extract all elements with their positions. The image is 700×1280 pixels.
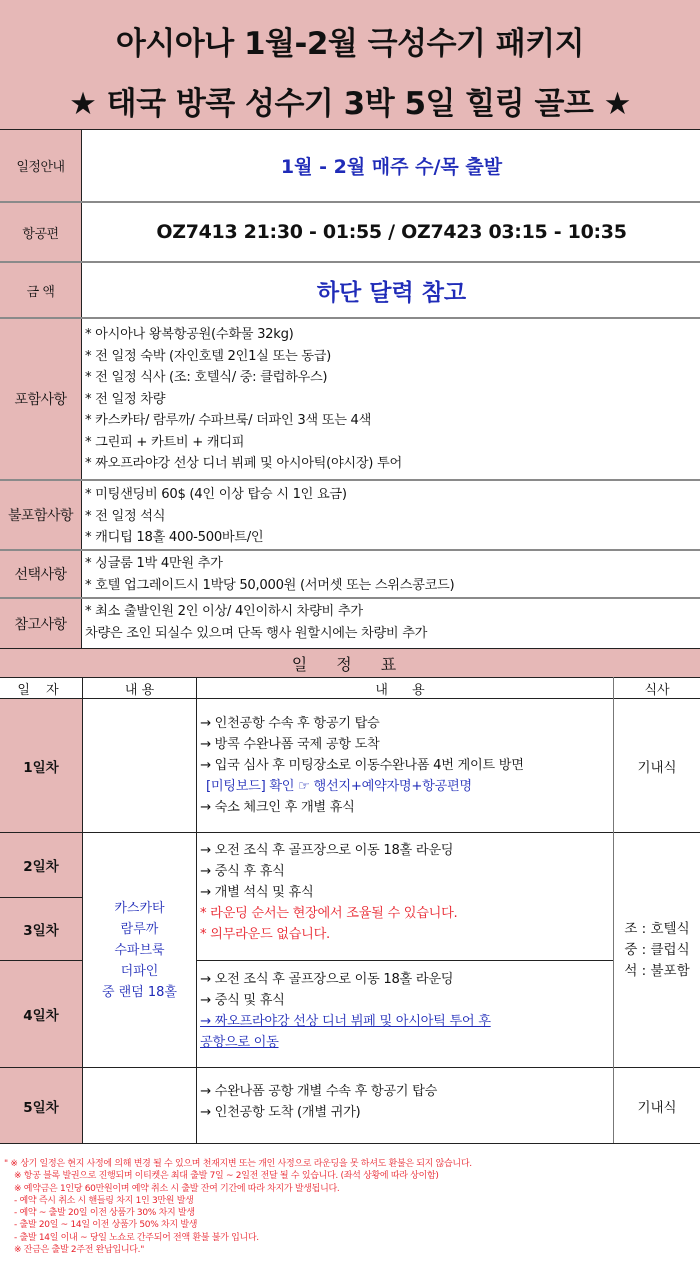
footnote: - 출발 14일 이내 ~ 당일 노쇼로 간주되어 전액 환불 불가 입니다.: [14, 1232, 259, 1243]
footnotes: [0, 1143, 700, 1280]
day-label-2: 2일차: [0, 832, 82, 897]
content-line: → 중식 후 휴식: [200, 864, 285, 879]
content-line: → 오전 조식 후 골프장으로 이동 18홀 라운딩: [200, 843, 454, 858]
footnote: ※ 잔금은 출발 2주전 완납입니다.": [14, 1245, 145, 1256]
content-line: → 중식 및 휴식: [200, 993, 285, 1008]
itinerary-title: 일 정 표: [0, 648, 700, 677]
included-item: * 전 일정 차량: [85, 391, 166, 407]
optional-item: * 호텔 업그레이드시 1박당 50,000원 (서머셋 또는 스위스콩코드): [85, 577, 455, 593]
notes-item: * 최소 출발인원 2인 이상/ 4인이하시 차량비 추가: [85, 604, 363, 619]
optional-item: * 싱글룸 1박 4만원 추가: [85, 556, 223, 571]
meal-item: 석 : 불포함: [624, 962, 690, 979]
notes-label: 참고사항: [0, 599, 82, 648]
footnote: " ※ 상기 일정은 현지 사정에 의해 변경 될 수 있으며 천재지변 또는 개인 사정으로 라운딩을 못 하셔도 환불은 되지 않습니다.: [4, 1159, 472, 1169]
info-row-schedule: [0, 130, 700, 203]
footnote: ※ 예약금은 1인당 60만원이며 예약 취소 시 출발 잔여 기간에 따라 차지가 발생됩니다.: [14, 1183, 340, 1194]
footnote: ※ 항공 블록 발권으로 진행되며 이티켓은 최대 출발 7일 ~ 2일전 전달 될 수 있습니다. (좌석 상황에 따라 상이함): [14, 1171, 439, 1182]
page-header: [0, 0, 700, 130]
schedule-value: 1월 - 2월 매주 수/목 출발: [280, 156, 503, 178]
optional-label: 선택사항: [0, 551, 82, 597]
round-cell-day5: [83, 1067, 196, 1143]
content-line: → 오전 조식 후 골프장으로 이동 18홀 라운딩: [200, 972, 454, 987]
title-line-2: ★ 태국 방콕 성수기 3박 5일 힐링 골프 ★: [69, 86, 631, 122]
round-cell-day1: [83, 698, 196, 832]
optional-list: [83, 551, 700, 597]
round-course: 더파인: [120, 963, 159, 979]
meal-item: 조 : 호텔식: [624, 920, 690, 937]
footnote: - 예약 ~ 출발 20일 이전 상품가 30% 차지 발생: [14, 1208, 195, 1219]
included-item: * 카스카타/ 람루까/ 수파브룩/ 더파인 3색 또는 4색: [85, 413, 372, 428]
round-course: 중 랜덤 18홀: [101, 984, 178, 1000]
round-course: 카스카타: [114, 900, 165, 916]
content-line: → 개별 석식 및 휴식: [200, 885, 314, 900]
day-label-3: 3일차: [0, 897, 82, 960]
excluded-list: [83, 481, 700, 549]
schedule-label: 일정안내: [0, 130, 82, 201]
content-day5: [196, 1067, 613, 1143]
tour-link-line[interactable]: 공항으로 이동: [200, 1035, 279, 1050]
content-day4: [196, 960, 613, 1067]
column-header-content: 내 용: [375, 682, 435, 698]
excluded-label: 불포함사항: [0, 481, 82, 549]
content-line: → 인천공항 수속 후 항공기 탑승: [200, 716, 380, 731]
round-course: 람루까: [120, 921, 159, 937]
info-row-flight: [0, 203, 700, 263]
included-label: 포함사항: [0, 319, 82, 479]
included-list: [83, 319, 700, 479]
column-header-day: 일 자: [17, 682, 65, 698]
tour-link-line[interactable]: → 짜오프라야강 선상 디너 뷔페 및 아시아틱 투어 후: [200, 1014, 491, 1029]
included-item: * 아시아나 왕복항공원(수화물 32kg): [85, 327, 294, 342]
info-row-included: [0, 319, 700, 481]
notes-item: 차량은 조인 되실수 있으며 단독 행사 원할시에는 차량비 추가: [85, 625, 428, 641]
content-line: → 입국 심사 후 미팅장소로 이동수완나폼 4번 게이트 방면: [200, 758, 524, 773]
excluded-item: * 전 일정 석식: [85, 508, 166, 524]
excluded-item: * 미팅샌딩비 60$ (4인 이상 탑승 시 1인 요금): [85, 487, 347, 502]
day-label-5: 5일차: [0, 1067, 82, 1143]
info-row-price: [0, 263, 700, 319]
column-header-meal: 식사: [644, 682, 670, 698]
content-day2-3: [196, 832, 613, 960]
round-course: 수파브룩: [114, 942, 165, 958]
flight-label: 항공편: [0, 203, 82, 261]
price-label: 금 액: [0, 263, 82, 317]
content-line: → 숙소 체크인 후 개별 휴식: [200, 800, 355, 815]
notes-list: [83, 599, 700, 648]
footnote: - 출발 20일 ~ 14일 이전 상품가 50% 차지 발생: [14, 1220, 198, 1231]
meal-day2-4: [614, 832, 700, 1067]
flight-value: OZ7413 21:30 - 01:55 / OZ7423 03:15 - 10:35: [156, 221, 627, 243]
round-assignment: [83, 832, 196, 1067]
included-item: * 그린피 + 카트비 + 캐디피: [85, 434, 245, 450]
column-header-round: 내 용: [124, 682, 155, 698]
content-line: → 수완나폼 공항 개별 수속 후 항공기 탑승: [200, 1084, 438, 1099]
day-label-4: 4일차: [0, 960, 82, 1067]
meal-day1: 기내식: [614, 698, 700, 832]
included-item: * 전 일정 식사 (조: 호텔식/ 중: 클럽하우스): [85, 370, 328, 385]
info-row-optional: [0, 551, 700, 599]
price-value: 하단 달력 참고: [316, 279, 467, 306]
excluded-item: * 캐디팁 18홀 400-500바트/인: [85, 530, 264, 545]
day-label-1: 1일차: [0, 698, 82, 832]
title-line-1: 아시아나 1월-2월 극성수기 패키지: [115, 26, 585, 62]
content-line-meeting-board: [미팅보드] 확인 ☞ 행선지+예약자명+항공편명: [206, 779, 472, 794]
content-line: → 방콕 수완나폼 국제 공항 도착: [200, 737, 380, 752]
included-item: * 짜오프라야강 선상 디너 뷔페 및 아시아틱(야시장) 투어: [85, 456, 402, 471]
info-row-notes: [0, 599, 700, 648]
warning-line: * 라운딩 순서는 현장에서 조율될 수 있습니다.: [200, 906, 458, 921]
warning-line: * 의무라운드 없습니다.: [200, 927, 330, 942]
meal-day5: 기내식: [614, 1067, 700, 1143]
content-line: → 인천공항 도착 (개별 귀가): [200, 1105, 361, 1120]
content-day1: [196, 698, 613, 832]
footnote: - 예약 즉시 취소 시 핸들링 차지 1인 3만원 발생: [14, 1195, 194, 1206]
info-row-excluded: [0, 481, 700, 551]
included-item: * 전 일정 숙박 (자인호텔 2인1실 또는 동급): [85, 348, 331, 364]
itinerary-column-headers: [0, 677, 700, 699]
meal-item: 중 : 클럽식: [624, 941, 690, 958]
